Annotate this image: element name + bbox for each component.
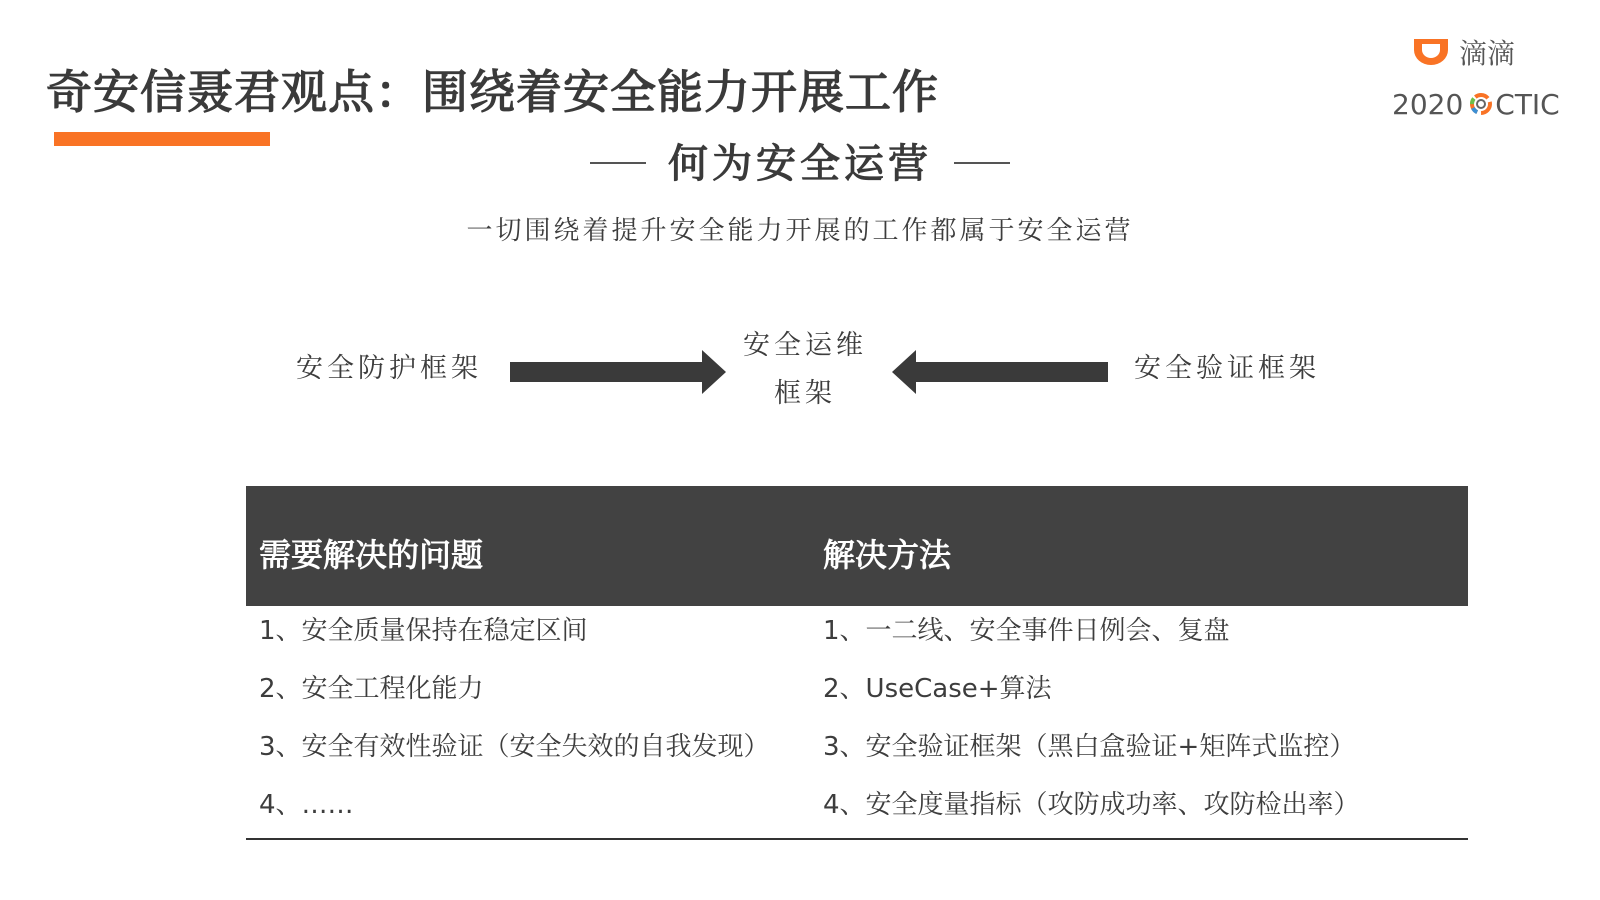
didi-logo-text: 滴滴 [1459, 37, 1516, 70]
ctic-ring-icon [1469, 92, 1493, 116]
didi-logo [1411, 34, 1515, 70]
table-cell-problem: 2、安全工程化能力 [259, 674, 484, 704]
flow-center-line2: 框架 [774, 378, 836, 409]
section-subtitle-row [0, 132, 1600, 189]
didi-logo-icon [1411, 35, 1451, 69]
flow-left-label: 安全防护框架 [296, 353, 482, 384]
table-cell-solution: 2、UseCase+算法 [823, 674, 1052, 704]
flow-right-label: 安全验证框架 [1134, 353, 1320, 384]
arrow-left-icon [892, 350, 1108, 394]
flow-center-line1: 安全运维 [743, 330, 867, 361]
table-header-solutions: 解决方法 [823, 536, 952, 574]
table-header-problems: 需要解决的问题 [259, 536, 484, 574]
problem-solution-table [246, 486, 1468, 836]
section-tagline: 一切围绕着提升安全能力开展的工作都属于安全运营 [466, 216, 1134, 246]
subtitle-left-dash [590, 162, 646, 164]
table-body [246, 606, 1468, 836]
table-cell-problem: 3、安全有效性验证（安全失效的自我发现） [259, 732, 770, 762]
page-title: 奇安信聂君观点：围绕着安全能力开展工作 [46, 65, 939, 119]
table-cell-problem: 1、安全质量保持在稳定区间 [259, 616, 588, 646]
table-cell-solution: 1、一二线、安全事件日例会、复盘 [823, 616, 1230, 646]
ctic-logo-text: CTIC [1495, 87, 1560, 121]
section-subtitle: 何为安全运营 [668, 141, 932, 187]
ctic-logo [1392, 86, 1560, 122]
table-cell-solution: 4、安全度量指标（攻防成功率、攻防检出率） [823, 790, 1360, 820]
subtitle-right-dash [954, 162, 1010, 164]
table-cell-problem: 4、…… [259, 790, 354, 820]
arrow-right-icon [510, 350, 726, 394]
table-cell-solution: 3、安全验证框架（黑白盒验证+矩阵式监控） [823, 732, 1356, 762]
flow-center-label [730, 322, 880, 418]
table-bottom-rule [246, 838, 1468, 840]
table-header [246, 486, 1468, 606]
ctic-logo-year: 2020 [1392, 87, 1464, 121]
